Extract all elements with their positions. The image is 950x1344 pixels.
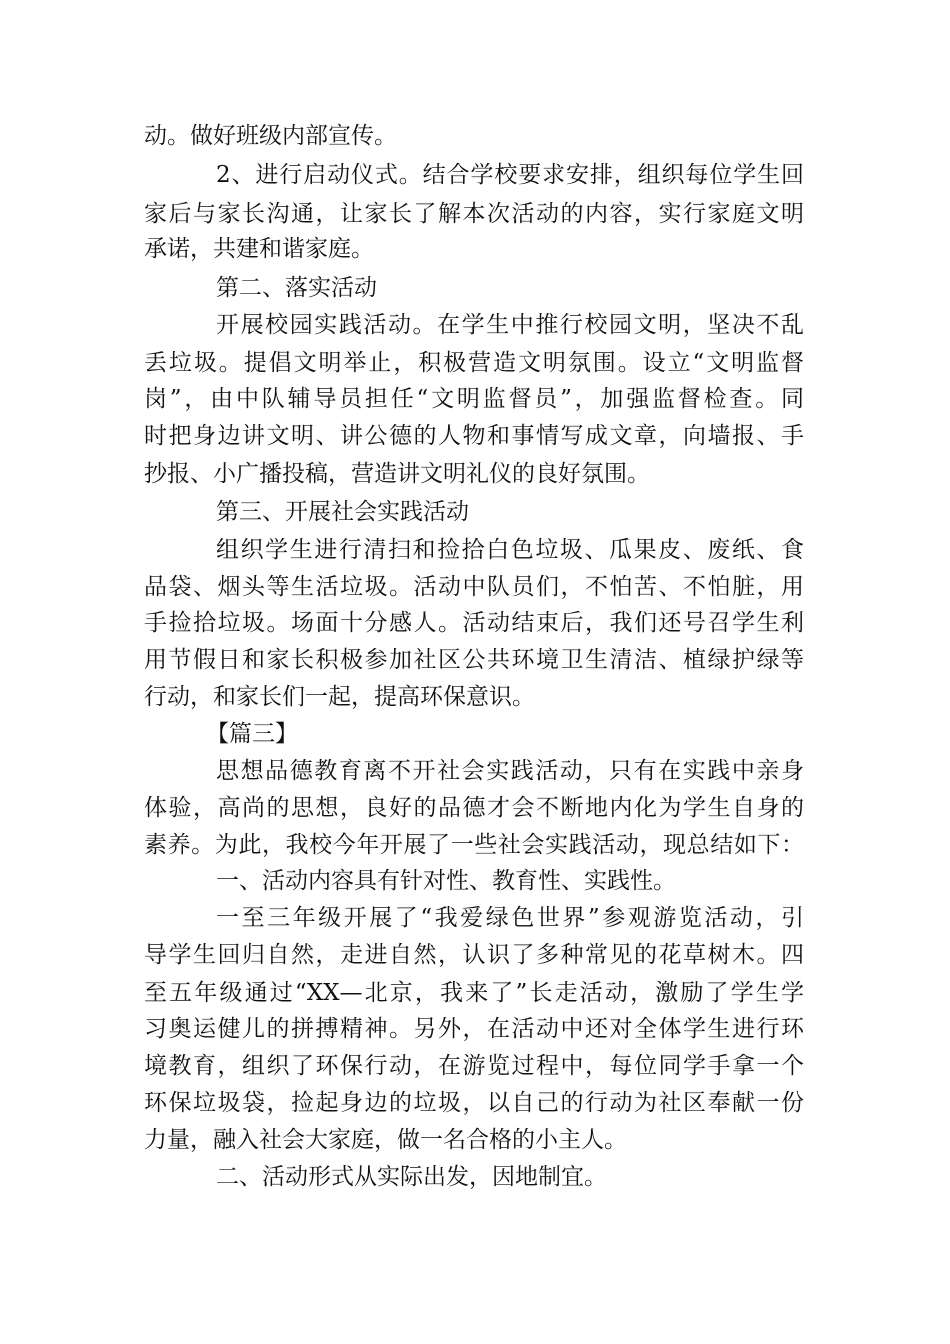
text-line: 素养。为此，我校今年开展了一些社会实践活动，现总结如下：: [144, 832, 804, 858]
section-heading: 一、活动内容具有针对性、教育性、实践性。: [216, 868, 676, 894]
text-line: 2、进行启动仪式。结合学校要求安排，组织每位学生回: [216, 162, 804, 188]
text-line: 境教育，组织了环保行动，在游览过程中，每位同学手拿一个: [144, 1053, 804, 1079]
text-line: 体验，高尚的思想，良好的品德才会不断地内化为学生自身的: [144, 795, 804, 821]
text-line: 思想品德教育离不开社会实践活动，只有在实践中亲身: [216, 758, 804, 784]
text-line: 丢垃圾。提倡文明举止，积极营造文明氛围。设立“文明监督: [144, 350, 804, 376]
text-line: 环保垃圾袋，捡起身边的垃圾，以自己的行动为社区奉献一份: [144, 1090, 804, 1116]
text-line: 动。做好班级内部宣传。: [144, 123, 397, 149]
text-line: 至五年级通过“XX—北京，我来了”长走活动，激励了学生学: [144, 980, 804, 1006]
text-line: 时把身边讲文明、讲公德的人物和事情写成文章，向墙报、手: [144, 423, 804, 449]
section-heading: 第二、落实活动: [216, 275, 377, 301]
text-line: 手捡拾垃圾。场面十分感人。活动结束后，我们还号召学生利: [144, 610, 804, 636]
text-line: 抄报、小广播投稿，营造讲文明礼仪的良好氛围。: [144, 461, 650, 487]
text-line: 承诺，共建和谐家庭。: [144, 236, 374, 262]
text-line: 品袋、烟头等生活垃圾。活动中队员们，不怕苦、不怕脏，用: [144, 574, 804, 600]
text-line: 导学生回归自然，走进自然，认识了多种常见的花草树木。四: [144, 942, 804, 968]
text-line: 组织学生进行清扫和捡拾白色垃圾、瓜果皮、废纸、食: [216, 537, 804, 563]
text-line: 一至三年级开展了“我爱绿色世界”参观游览活动，引: [216, 905, 804, 931]
text-line: 家后与家长沟通，让家长了解本次活动的内容，实行家庭文明: [144, 201, 804, 227]
text-line: 开展校园实践活动。在学生中推行校园文明，坚决不乱: [216, 312, 804, 338]
section-heading: 二、活动形式从实际出发，因地制宜。: [216, 1164, 607, 1190]
chapter-heading: 【篇三】: [206, 721, 298, 747]
text-line: 岗”，由中队辅导员担任“文明监督员”，加强监督检查。同: [144, 386, 804, 412]
text-line: 用节假日和家长积极参加社区公共环境卫生清洁、植绿护绿等: [144, 647, 804, 673]
section-heading: 第三、开展社会实践活动: [216, 499, 469, 525]
text-line: 习奥运健儿的拼搏精神。另外，在活动中还对全体学生进行环: [144, 1016, 804, 1042]
text-line: 力量，融入社会大家庭，做一名合格的小主人。: [144, 1127, 627, 1153]
text-line: 行动，和家长们一起，提高环保意识。: [144, 684, 535, 710]
